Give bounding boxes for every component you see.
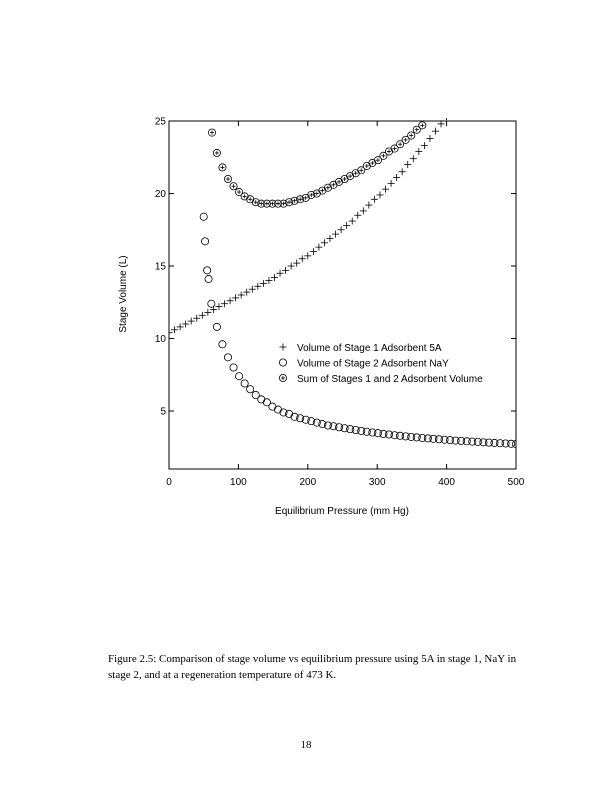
point-stage1-16	[254, 283, 261, 290]
point-stage1-48	[432, 128, 439, 135]
point-stage1-3	[182, 321, 189, 328]
legend	[279, 343, 483, 385]
x-axis-label: Equilibrium Pressure (mm Hg)	[275, 506, 409, 517]
point-stage1-52	[454, 97, 461, 104]
point-stage1-13	[238, 292, 245, 299]
point-stage1-14	[243, 289, 250, 296]
plot-frame	[169, 121, 516, 469]
point-sum-21	[324, 184, 331, 191]
point-stage2-0	[200, 213, 207, 220]
point-stage1-21	[282, 267, 289, 274]
point-stage1-41	[393, 174, 400, 181]
point-stage1-23	[293, 260, 300, 267]
point-stage1-30	[332, 231, 339, 238]
point-stage1-39	[382, 186, 389, 193]
legend-marker-stage2	[279, 359, 286, 366]
legend-label-stage2: Volume of Stage 2 Adsorbent NaY	[297, 358, 449, 370]
point-stage1-10	[221, 300, 228, 307]
point-stage1-1	[171, 326, 178, 333]
point-sum-1	[213, 149, 220, 156]
point-stage1-29	[327, 235, 334, 242]
legend-marker-sum	[279, 374, 286, 381]
point-stage1-15	[249, 286, 256, 293]
point-sum-24	[341, 175, 348, 182]
figure-caption: Figure 2.5: Comparison of stage volume vs equilibrium pressure using 5A in stage 1, NaY in stage 2, and at a regeneration temperature of 473 K.	[108, 653, 517, 681]
point-sum-4	[230, 183, 237, 190]
point-stage1-47	[426, 135, 433, 142]
page-number: 18	[300, 739, 312, 751]
point-sum-38	[419, 122, 426, 129]
point-stage1-24	[299, 255, 306, 262]
x-tick-label: 0	[166, 477, 172, 488]
point-sum-32	[385, 148, 392, 155]
point-stage1-36	[365, 202, 372, 209]
point-stage1-37	[371, 196, 378, 203]
point-sum-28	[363, 162, 370, 169]
point-sum-20	[319, 187, 326, 194]
point-stage1-44	[410, 155, 417, 162]
point-stage2-1	[201, 238, 208, 245]
point-stage2-16	[274, 406, 281, 413]
y-tick-label: 25	[154, 116, 166, 128]
point-stage1-45	[415, 148, 422, 155]
point-stage1-12	[232, 294, 239, 301]
point-stage1-43	[404, 161, 411, 168]
point-stage1-32	[343, 222, 350, 229]
y-axis-label: Stage Volume (L)	[118, 255, 129, 333]
point-stage1-17	[260, 280, 267, 287]
point-stage1-31	[338, 226, 345, 233]
point-stage1-50	[443, 113, 450, 120]
point-stage1-11	[227, 297, 234, 304]
point-sum-36	[408, 132, 415, 139]
axis-ticks	[155, 117, 525, 489]
point-stage1-7	[204, 309, 211, 316]
y-tick-label: 5	[160, 406, 166, 418]
point-stage2-6	[219, 341, 226, 348]
x-tick-label: 100	[230, 477, 247, 488]
point-stage2-4	[208, 300, 215, 307]
point-stage1-20	[277, 270, 284, 277]
point-stage1-46	[421, 142, 428, 149]
point-stage1-19	[271, 274, 278, 281]
plot-marks	[166, 90, 520, 448]
point-stage1-22	[288, 263, 295, 270]
legend-marker-stage1	[280, 344, 287, 351]
point-stage2-11	[247, 386, 254, 393]
point-stage1-25	[304, 252, 311, 259]
legend-label-sum: Sum of Stages 1 and 2 Adsorbent Volume	[297, 374, 483, 385]
legend-label-stage1: Volume of Stage 1 Adsorbent 5A	[297, 343, 442, 354]
point-sum-0	[208, 129, 215, 136]
point-stage1-4	[188, 318, 195, 325]
point-stage2-9	[235, 373, 242, 380]
point-sum-23	[335, 178, 342, 185]
x-tick-label: 400	[438, 477, 455, 488]
y-tick-label: 20	[154, 189, 166, 200]
point-stage1-2	[177, 323, 184, 330]
point-stage1-40	[388, 180, 395, 187]
point-stage2-13	[258, 396, 265, 403]
point-stage2-3	[205, 275, 212, 282]
point-stage2-7	[224, 354, 231, 361]
x-tick-label: 300	[368, 477, 386, 488]
point-stage1-28	[321, 239, 328, 246]
point-stage2-8	[230, 364, 237, 371]
point-sum-2	[219, 164, 226, 171]
point-stage1-26	[310, 248, 317, 255]
point-sum-7	[247, 196, 254, 203]
point-stage1-42	[399, 168, 406, 175]
point-sum-3	[224, 175, 231, 182]
point-stage1-33	[349, 218, 356, 225]
point-sum-6	[241, 193, 248, 200]
x-tick-label: 200	[299, 477, 317, 488]
point-stage1-6	[199, 312, 206, 319]
point-stage2-2	[204, 267, 211, 274]
point-sum-29	[369, 159, 376, 166]
point-stage2-15	[269, 403, 276, 410]
point-sum-25	[347, 173, 354, 180]
point-stage1-53	[460, 90, 467, 97]
point-stage1-34	[354, 212, 361, 219]
point-stage1-9	[215, 303, 222, 310]
y-tick-label: 10	[154, 334, 166, 345]
y-tick-label: 15	[154, 261, 166, 273]
x-tick-label: 500	[507, 477, 525, 488]
point-stage2-10	[241, 380, 248, 387]
point-stage1-5	[193, 315, 200, 322]
point-stage2-5	[213, 323, 220, 330]
point-stage1-51	[449, 106, 456, 113]
point-stage1-18	[265, 277, 272, 284]
point-stage1-38	[376, 191, 383, 198]
point-sum-22	[330, 181, 337, 188]
point-stage1-27	[315, 244, 322, 251]
point-stage1-35	[360, 207, 367, 214]
point-sum-26	[352, 170, 359, 177]
